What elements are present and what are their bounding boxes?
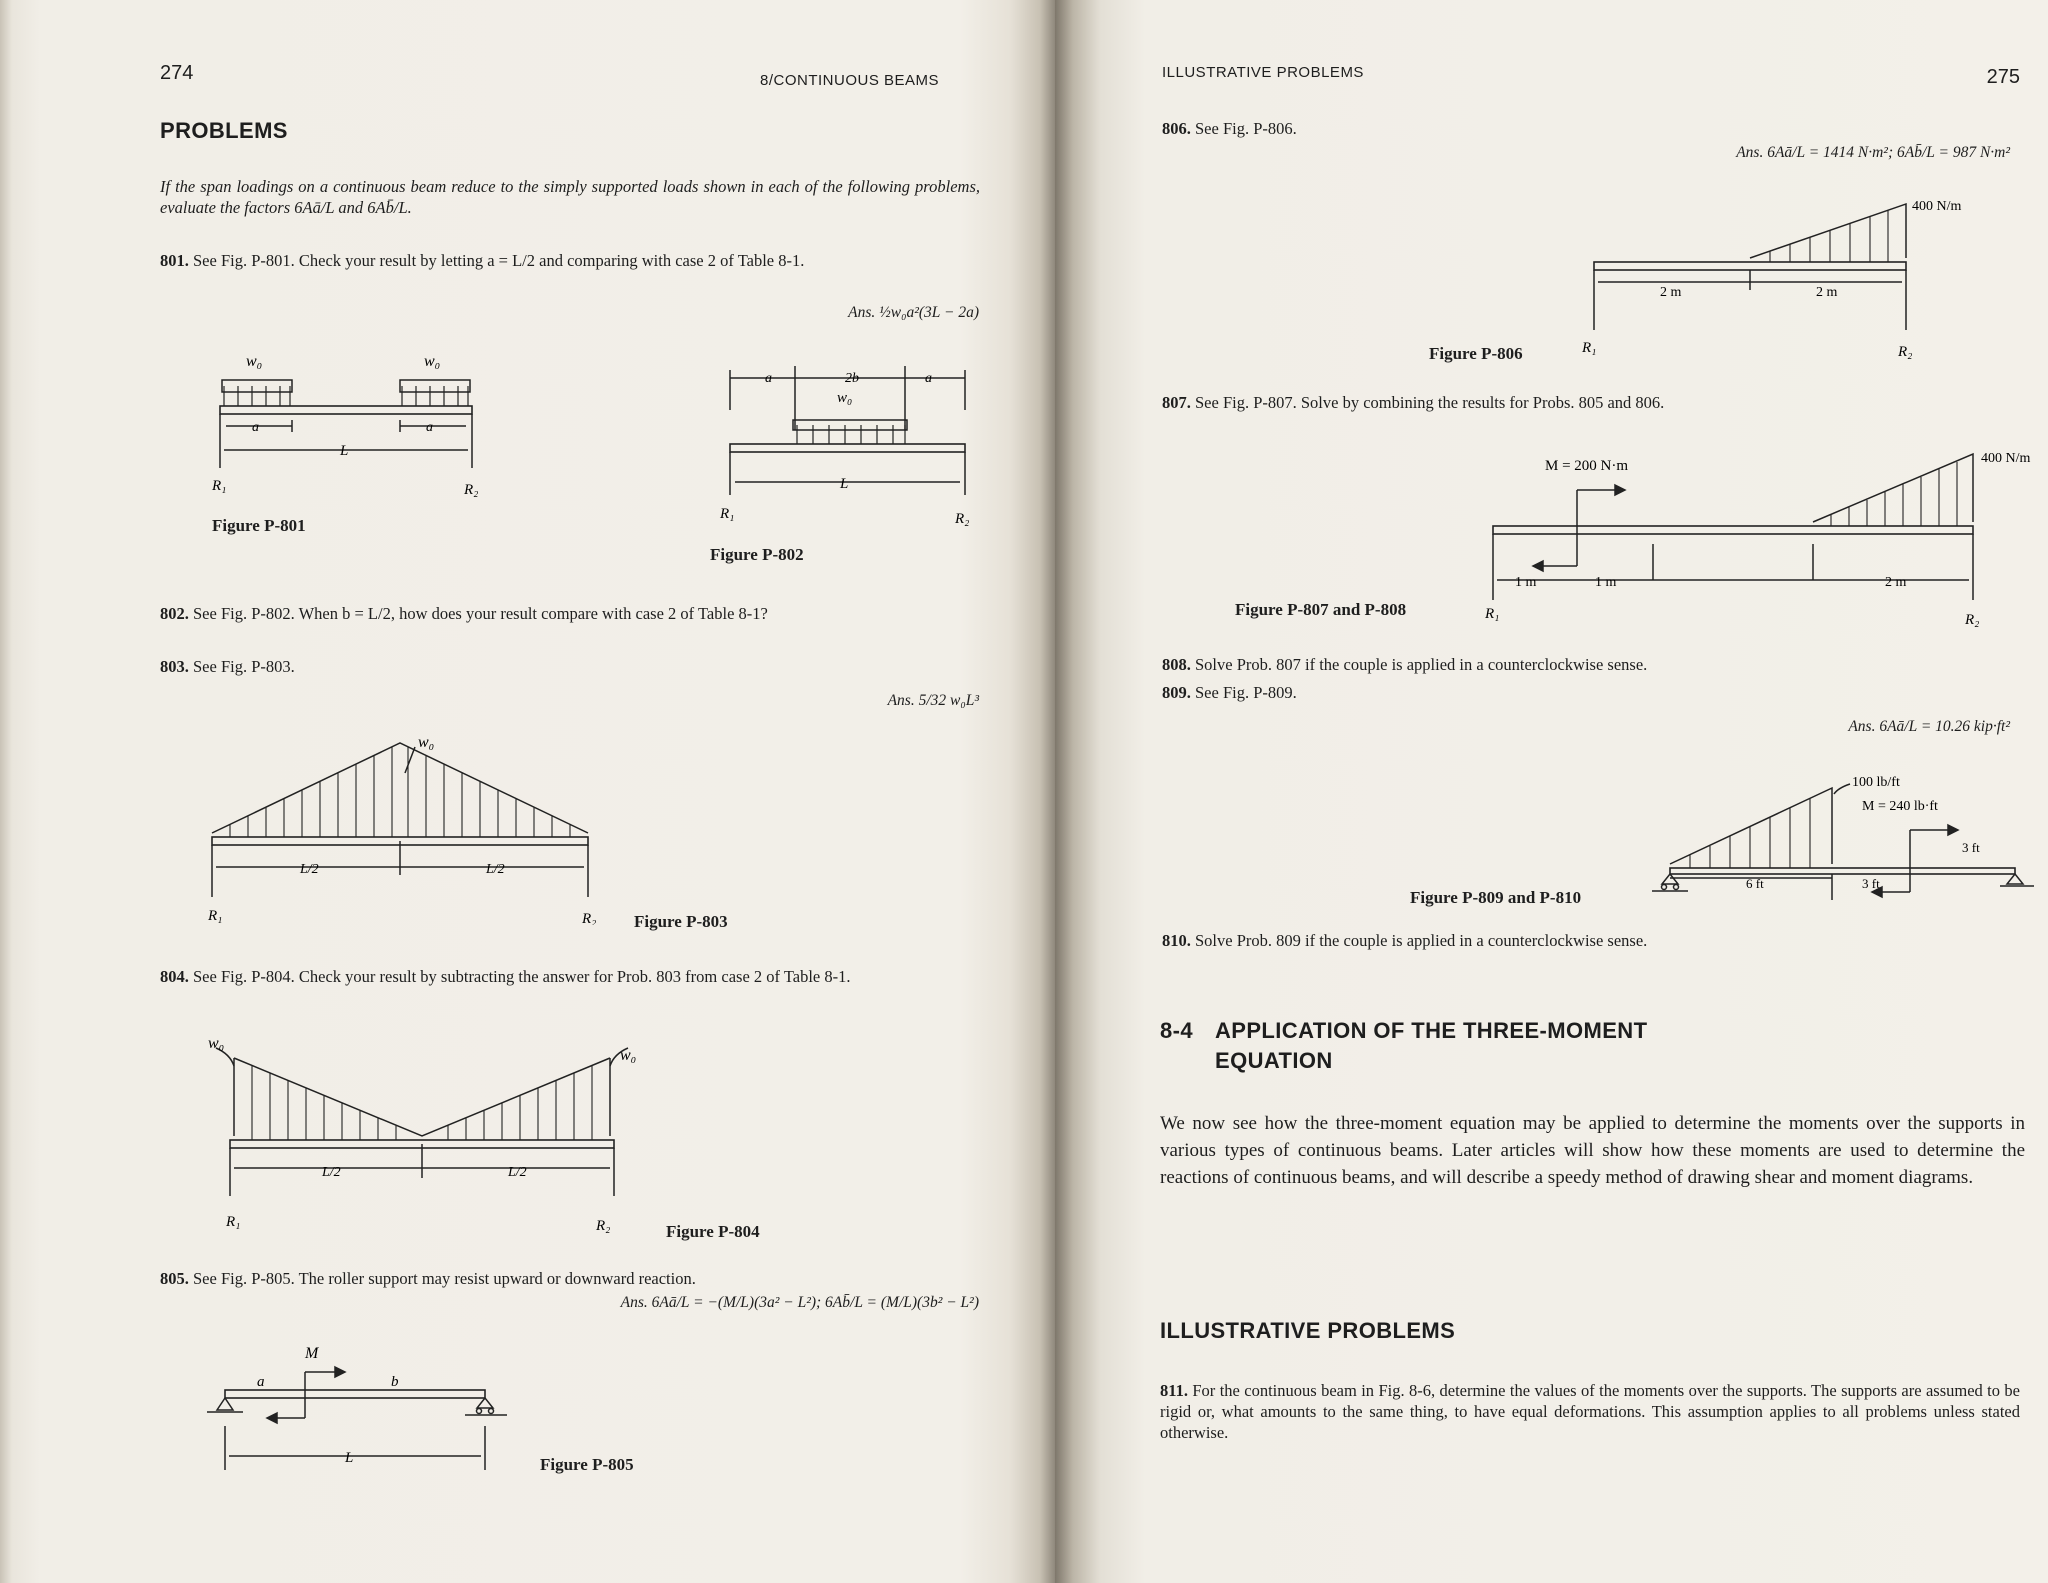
dim-label: L/2	[486, 862, 505, 877]
problem-text: See Fig. P-802. When b = L/2, how does your result compare with case 2 of Table 8-1?	[193, 604, 768, 623]
problem-number: 804.	[160, 967, 189, 986]
figure-p803	[200, 725, 620, 925]
answer-806: Ans. 6Aā/L = 1414 N·m²; 6Ab̄/L = 987 N·m²	[1736, 144, 2010, 161]
dim-label: 2b	[845, 371, 859, 386]
figure-caption: Figure P-809 and P-810	[1410, 888, 1582, 907]
reaction-label: R₂	[596, 1218, 611, 1234]
problem-810	[1162, 930, 2022, 951]
problem-number: 808.	[1162, 655, 1191, 674]
problem-805	[160, 1268, 980, 1289]
running-head: ILLUSTRATIVE PROBLEMS	[1162, 64, 1364, 81]
dim-label: L	[345, 1450, 354, 1466]
load-label: w₀	[837, 390, 853, 406]
answer-801: Ans. ½w₀a²(3L − 2a)	[848, 304, 979, 321]
problem-808	[1162, 654, 2022, 675]
problem-806	[1162, 118, 2022, 139]
dim-label: L/2	[300, 862, 319, 877]
figure-caption: Figure P-804	[666, 1222, 760, 1241]
reaction-label: R₁	[208, 908, 223, 924]
problem-number: 807.	[1162, 393, 1191, 412]
problem-text: Solve Prob. 809 if the couple is applied in a counterclockwise sense.	[1195, 931, 1648, 950]
reaction-label: R₁	[720, 506, 735, 522]
problem-number: 806.	[1162, 119, 1191, 138]
problem-804	[160, 966, 980, 987]
figure-caption: Figure P-803	[634, 912, 728, 931]
reaction-label: R₁	[1582, 340, 1597, 356]
problem-text: For the continuous beam in Fig. 8-6, determine the values of the moments over the supports. The supports are assumed to be rigid or, what amounts to the same thing, to have equal deformations. This assumption applies to all problems unless stated otherwise.	[1160, 1381, 2020, 1442]
section-number: 8-4	[1160, 1018, 1193, 1043]
dim-label: a	[925, 371, 932, 386]
reaction-label: R₁	[212, 478, 227, 494]
problem-number: 802.	[160, 604, 189, 623]
dim-label: L	[840, 476, 849, 492]
answer-805: Ans. 6Aā/L = −(M/L)(3a² − L²); 6Ab̄/L = (M/L)(3b² − L²)	[620, 1294, 979, 1311]
dim-label: a	[765, 371, 772, 386]
problems-intro: If the span loadings on a continuous beam reduce to the simply supported loads shown in each of the following problems, evaluate the factors 6Aā/L and 6Ab̄/L.	[160, 177, 980, 217]
dim-label: 1 m	[1595, 575, 1617, 590]
figure-p801	[200, 338, 530, 508]
dim-label: 1 m	[1515, 575, 1537, 590]
figure-p802	[715, 360, 985, 530]
dim-label: 3 ft	[1862, 876, 1880, 891]
dim-label: L	[340, 443, 349, 459]
section-title: APPLICATION OF THE THREE-MOMENT	[1215, 1018, 1648, 1043]
dim-label: 2 m	[1816, 285, 1838, 300]
answer-803: Ans. 5/32 w₀L³	[887, 692, 979, 709]
dim-label: 2 m	[1660, 285, 1682, 300]
problem-text: See Fig. P-801. Check your result by letting a = L/2 and comparing with case 2 of Table 8-1.	[193, 251, 805, 270]
page-number: 275	[1986, 66, 2020, 88]
section-title-cont: EQUATION	[1215, 1048, 1333, 1073]
load-label: 400 N/m	[1981, 451, 2031, 466]
problem-number: 809.	[1162, 683, 1191, 702]
load-label: w₀	[208, 1036, 225, 1052]
problem-811	[1160, 1380, 2020, 1443]
problem-text: See Fig. P-806.	[1195, 119, 1297, 138]
section-body: We now see how the three-moment equation may be applied to determine the moments over the supports in various types of continuous beams. Later articles will show how these moments are used to determine the reactions of continuous beams, and will describe a speedy method of drawing shear and moment diagrams.	[1160, 1113, 2025, 1188]
section-title: PROBLEMS	[160, 118, 288, 143]
reaction-label: R₂	[582, 911, 597, 925]
problem-809	[1162, 682, 2022, 703]
right-page	[1055, 0, 2048, 1583]
moment-label: M = 200 N·m	[1545, 458, 1629, 474]
problem-number: 805.	[160, 1269, 189, 1288]
moment-label: M = 240 lb·ft	[1862, 799, 1938, 814]
figure-p805	[195, 1330, 525, 1480]
figure-caption: Figure P-801	[212, 516, 306, 535]
running-head: 8/CONTINUOUS BEAMS	[760, 72, 940, 89]
page-number: 274	[160, 62, 194, 84]
figure-p809	[1650, 768, 2040, 908]
answer-809: Ans. 6Aā/L = 10.26 kip·ft²	[1848, 718, 2010, 735]
load-label: w₀	[246, 353, 263, 370]
problem-802	[160, 603, 980, 624]
reaction-label: R₂	[955, 511, 970, 527]
problem-number: 810.	[1162, 931, 1191, 950]
problem-text: Solve Prob. 807 if the couple is applied in a counterclockwise sense.	[1195, 655, 1648, 674]
dim-label: L/2	[322, 1165, 341, 1180]
load-label: w₀	[424, 353, 441, 370]
moment-label: M	[305, 1345, 319, 1362]
problem-number: 803.	[160, 657, 189, 676]
reaction-label: R₁	[226, 1214, 241, 1230]
load-label: 400 N/m	[1912, 199, 1962, 214]
dim-label: a	[252, 420, 259, 435]
figure-p807	[1485, 440, 2040, 630]
problem-801	[160, 250, 980, 271]
problem-text: See Fig. P-809.	[1195, 683, 1297, 702]
dim-label: b	[391, 1374, 399, 1390]
reaction-label: R₂	[1898, 344, 1913, 360]
dim-label: a	[426, 420, 433, 435]
load-label: w₀	[620, 1047, 637, 1064]
problem-text: See Fig. P-804. Check your result by subtracting the answer for Prob. 803 from case 2 of Table 8-1.	[193, 967, 851, 986]
figure-caption: Figure P-806	[1429, 344, 1523, 363]
problem-807	[1162, 392, 2022, 413]
problem-803	[160, 656, 980, 677]
reaction-label: R₂	[1965, 612, 1980, 628]
problem-number: 801.	[160, 251, 189, 270]
figure-p804	[200, 1036, 660, 1236]
dim-label: 3 ft	[1962, 840, 1980, 855]
dim-label: 6 ft	[1746, 876, 1764, 891]
figure-caption: Figure P-805	[540, 1455, 634, 1474]
reaction-label: R₂	[464, 482, 479, 498]
figure-p806	[1580, 190, 2040, 360]
dim-label: 2 m	[1885, 575, 1907, 590]
load-label: w₀	[418, 734, 435, 751]
subsection-title: ILLUSTRATIVE PROBLEMS	[1160, 1318, 1456, 1343]
dim-label: a	[257, 1374, 265, 1390]
problem-text: See Fig. P-803.	[193, 657, 295, 676]
reaction-label: R₁	[1485, 606, 1500, 622]
problem-text: See Fig. P-805. The roller support may resist upward or downward reaction.	[193, 1269, 696, 1288]
dim-label: L/2	[508, 1165, 527, 1180]
figure-caption: Figure P-807 and P-808	[1235, 600, 1407, 619]
load-label: 100 lb/ft	[1852, 775, 1900, 790]
figure-caption: Figure P-802	[710, 545, 804, 564]
problem-number: 811.	[1160, 1381, 1188, 1400]
problem-text: See Fig. P-807. Solve by combining the results for Probs. 805 and 806.	[1195, 393, 1665, 412]
